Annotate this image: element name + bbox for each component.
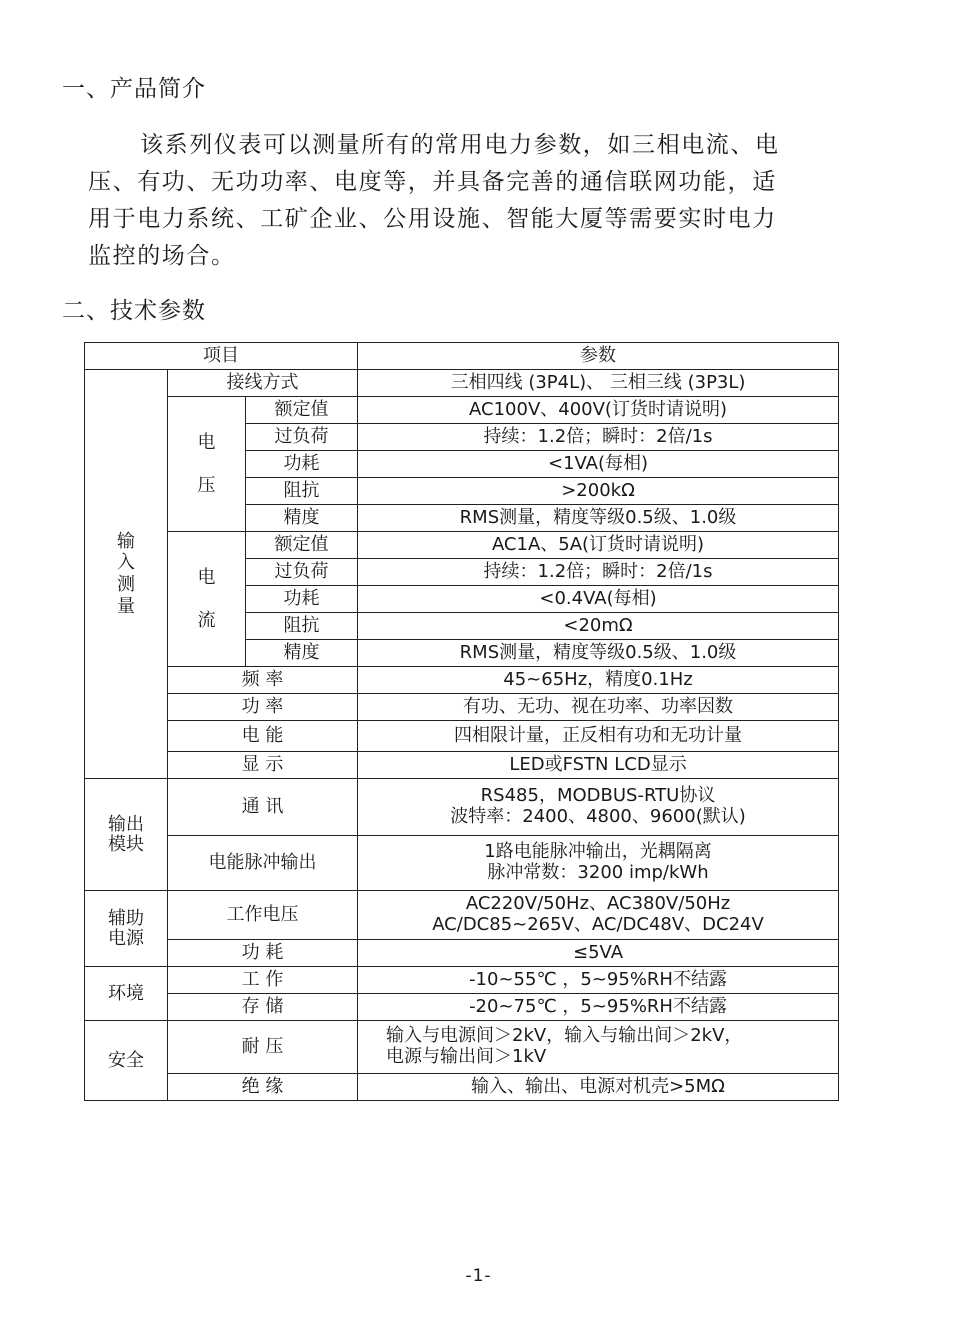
row-value: 四相限计量，正反相有功和无功计量 [358, 721, 839, 752]
subgroup-current [168, 532, 246, 667]
intro-paragraph-line: 用于电力系统、工矿企业、公用设施、智能大厦等需要实时电力 [88, 206, 777, 232]
row-value: <1VA(每相) [358, 451, 839, 478]
intro-paragraph-line: 压、有功、无功功率、电度等，并具备完善的通信联网功能，适 [88, 169, 777, 195]
row-label: 阻抗 [246, 478, 358, 505]
table-row [85, 370, 839, 397]
row-value: LED或FSTN LCD显示 [358, 752, 839, 779]
row-value: 三相四线 (3P4L)、 三相三线 (3P3L) [358, 370, 839, 397]
table-row [85, 836, 839, 891]
row-value-line2: 电源与输出间＞1kV [386, 1046, 547, 1067]
row-value-line2: 脉冲常数：3200 imp/kWh [487, 862, 709, 883]
row-value-line1: 输入与电源间＞2kV，输入与输出间＞2kV， [386, 1025, 743, 1047]
row-label: 精度 [246, 505, 358, 532]
row-value [358, 836, 839, 891]
row-label: 耐 压 [168, 1021, 358, 1074]
row-label: 通 讯 [168, 779, 358, 836]
intro-paragraph-line: 监控的场合。 [88, 243, 236, 269]
row-label: 功 耗 [168, 940, 358, 967]
row-label: 电 能 [168, 721, 358, 752]
table-row [85, 694, 839, 721]
row-value: 持续：1.2倍；瞬时：2倍/1s [358, 559, 839, 586]
group-label-line2: 模块 [108, 833, 144, 855]
row-label: 接线方式 [168, 370, 358, 397]
group-label-line1: 辅助 [108, 907, 144, 929]
row-value: ≤5VA [358, 940, 839, 967]
table-row [85, 967, 839, 994]
row-label: 阻抗 [246, 613, 358, 640]
row-value-line1: 1路电能脉冲输出，光耦隔离 [484, 841, 712, 863]
group-environment: 环境 [85, 967, 168, 1021]
header-item: 项目 [85, 343, 358, 370]
row-value-line2: 波特率：2400、4800、9600(默认) [450, 806, 746, 827]
row-label: 额定值 [246, 397, 358, 424]
table-row [85, 532, 839, 559]
group-label: 输入测量 [116, 530, 135, 617]
subgroup-label-bottom: 压 [197, 475, 216, 496]
group-label-line2: 电源 [108, 927, 144, 949]
row-label: 绝 缘 [168, 1074, 358, 1101]
row-value: RMS测量，精度等级0.5级、1.0级 [358, 640, 839, 667]
intro-paragraph-line: 该系列仪表可以测量所有的常用电力参数，如三相电流、电 [140, 132, 780, 158]
section-title-specs: 二、技术参数 [62, 298, 206, 324]
table-row [85, 779, 839, 836]
table-row [85, 994, 839, 1021]
row-label: 过负荷 [246, 559, 358, 586]
subgroup-voltage [168, 397, 246, 532]
row-value: AC100V、400V(订货时请说明) [358, 397, 839, 424]
row-value: 输入、输出、电源对机壳>5MΩ [358, 1074, 839, 1101]
row-value: <0.4VA(每相) [358, 586, 839, 613]
spec-table [84, 342, 839, 1101]
group-safety: 安全 [85, 1021, 168, 1101]
row-value: -20~75℃ ，5~95%RH不结露 [358, 994, 839, 1021]
group-label-line1: 输出 [108, 813, 144, 835]
row-label: 额定值 [246, 532, 358, 559]
row-value: 有功、无功、视在功率、功率因数 [358, 694, 839, 721]
row-value: RMS测量，精度等级0.5级、1.0级 [358, 505, 839, 532]
group-input-measure [85, 370, 168, 779]
row-label: 频 率 [168, 667, 358, 694]
table-row [85, 752, 839, 779]
header-param: 参数 [358, 343, 839, 370]
table-row [85, 1021, 839, 1074]
group-output-module [85, 779, 168, 891]
subgroup-label-top: 电 [197, 566, 216, 588]
row-value [358, 1021, 839, 1074]
table-row [85, 891, 839, 940]
row-label: 精度 [246, 640, 358, 667]
row-value: -10~55℃ ，5~95%RH不结露 [358, 967, 839, 994]
table-header-row [85, 343, 839, 370]
row-label: 显 示 [168, 752, 358, 779]
row-value: 45~65Hz，精度0.1Hz [358, 667, 839, 694]
table-row [85, 940, 839, 967]
row-label: 电能脉冲输出 [168, 836, 358, 891]
table-row [85, 397, 839, 424]
group-aux-power [85, 891, 168, 967]
table-row [85, 721, 839, 752]
row-label: 过负荷 [246, 424, 358, 451]
row-value [358, 891, 839, 940]
row-label: 功耗 [246, 586, 358, 613]
row-value: >200kΩ [358, 478, 839, 505]
row-value: AC1A、5A(订货时请说明) [358, 532, 839, 559]
row-value-line2: AC/DC85~265V、AC/DC48V、DC24V [432, 914, 764, 935]
row-value: 持续：1.2倍；瞬时：2倍/1s [358, 424, 839, 451]
row-label: 存 储 [168, 994, 358, 1021]
row-value-line1: RS485，MODBUS-RTU协议 [480, 785, 716, 807]
subgroup-label-bottom: 流 [197, 610, 216, 631]
row-value [358, 779, 839, 836]
section-title-intro: 一、产品简介 [62, 76, 206, 102]
table-row [85, 1074, 839, 1101]
row-label: 功 率 [168, 694, 358, 721]
table-row [85, 667, 839, 694]
subgroup-label-top: 电 [197, 431, 216, 453]
row-label: 工作电压 [168, 891, 358, 940]
row-value-line1: AC220V/50Hz、AC380V/50Hz [465, 893, 731, 915]
row-label: 功耗 [246, 451, 358, 478]
row-label: 工 作 [168, 967, 358, 994]
row-value: <20mΩ [358, 613, 839, 640]
page-number: -1- [465, 1266, 492, 1286]
